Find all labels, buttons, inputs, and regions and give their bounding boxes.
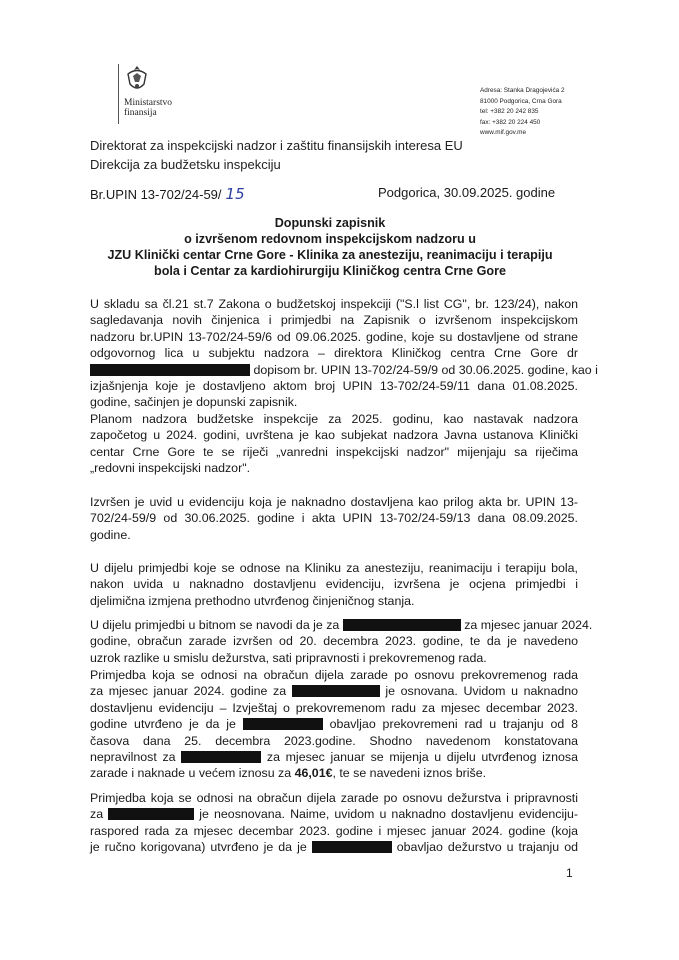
text-line: sagledavanja novih činjenica i primjedbi na Zapisnik o izvršenom inspekcijskom — [90, 313, 578, 328]
text-line: dostavljenu evidenciju – Izvještaj o prekovremenom radu za mjesec decembar 2023. — [90, 700, 578, 715]
address-block — [480, 86, 565, 139]
title-line: bola i Centar za kardiohirurgiju Kliničkog centra Crne Gore — [154, 264, 506, 278]
address-line: www.mif.gov.me — [480, 129, 527, 136]
redaction-bar — [343, 619, 461, 631]
text-line: godine, sačinjen je dopunski zapisnik. — [90, 395, 298, 410]
redaction-bar — [90, 364, 250, 376]
paragraph-3 — [90, 494, 578, 543]
coat-of-arms-icon — [124, 64, 150, 94]
text-segment: za — [90, 807, 104, 822]
amount-value: 46,01€ — [294, 766, 333, 781]
text-segment: je ručno korigovana) utvrđeno je da je — [90, 840, 307, 855]
redaction-bar — [292, 685, 380, 697]
text-line: odgovornog lica u subjektu nadzora – direktora Kliničkog centra Crne Gore dr — [90, 346, 578, 361]
text-line: nadzoru br.UPIN 13-702/24-59/6 od 09.06.2025. godine, koje su dostavljene od strane — [90, 329, 578, 344]
text-segment: dopisom br. UPIN 13-702/24-59/9 od 30.06.2025. godine, kao i — [253, 362, 598, 377]
text-segment: za mjesec januar 2024. godine za — [90, 684, 287, 699]
address-line: 81000 Podgorica, Crna Gora — [480, 97, 562, 105]
logo-divider — [118, 64, 119, 124]
paragraph-2 — [90, 411, 578, 477]
paragraph-4 — [90, 560, 578, 609]
text-line: U skladu sa čl.21 st.7 Zakona o budžetskoj inspekciji ("S.l list CG", br. 123/24), nakon — [90, 297, 578, 311]
text-segment: zarade i naknade u većem iznosu za — [90, 766, 292, 781]
text-segment: je osnovana. Uvidom u naknadno — [385, 684, 579, 699]
redaction-bar — [181, 751, 261, 763]
title-line: Dopunski zapisnik — [274, 216, 386, 230]
text-line: Primjedba koja se odnosi na obračun dijela zarade po osnovu prekovremenog rada — [90, 668, 578, 682]
text-line: započetog u 2024. godini, uvrštena je kao subjekat nadzora Javna ustanova Klinički — [90, 428, 578, 443]
address-line: Adresa: Stanka Dragojevića 2 — [480, 87, 565, 94]
text-line: 702/24-59/9 od 30.06.2025. godine i akta UPIN 13-702/24-59/13 dana 08.09.2025. — [90, 511, 578, 526]
ministry-logo — [118, 64, 188, 118]
text-line: nakon uvida u naknadno dostavljenu evidenciju, izvršena je ocjena primjedbi i — [90, 577, 578, 592]
text-line — [90, 716, 578, 732]
text-line: centar Crne Gore te se riječi „vanredni inspekcijski nadzor" mijenjaju sa riječima — [90, 444, 578, 459]
text-line — [90, 749, 578, 765]
text-segment: obavljao dežurstvo u trajanju od — [396, 840, 578, 855]
text-line: izjašnjenja koje je dostavljeno aktom broj UPIN 13-702/24-59/11 dana 01.08.2025. — [90, 378, 578, 393]
title-line: o izvršenom redovnom inspekcijskom nadzoru u — [184, 232, 476, 246]
title-line: JZU Klinički centar Crne Gore - Klinika za anesteziju, reanimaciju i terapiju — [107, 248, 553, 262]
text-line: „redovni inspekcijski nadzor". — [90, 461, 251, 476]
paragraph-6 — [90, 667, 578, 782]
division-name: Direkcija za budžetsku inspekciju — [90, 157, 281, 172]
text-segment: , te se navedeni iznos briše. — [332, 766, 487, 781]
reference-number — [90, 185, 245, 203]
text-line: U dijelu primjedbi koje se odnose na Kliniku za anesteziju, reanimaciju i terapiju bola, — [90, 561, 578, 575]
ministry-line-2: finansija — [124, 108, 157, 118]
address-line: fax: +382 20 224 450 — [480, 118, 541, 126]
text-line: časova dana 25. decembra 2023.godine. Shodno navedenom konstatovana — [90, 733, 578, 748]
text-line — [90, 806, 578, 822]
text-line: godine. — [90, 527, 131, 542]
text-line — [90, 617, 593, 633]
reference-number-text: Br.UPIN 13-702/24-59/ — [90, 187, 222, 202]
paragraph-1 — [90, 296, 598, 411]
text-line: Planom nadzora budžetske inspekcije za 2025. godinu, kao nastavak nadzora — [90, 412, 578, 426]
address-line: tel: +382 20 242 835 — [480, 108, 539, 115]
text-segment: U dijelu primjedbi u bitnom se navodi da je za — [90, 618, 340, 632]
text-segment: godine utvrđeno je da je — [90, 717, 236, 732]
text-line: djelimična izmjena prethodno utvrđenog činjeničnog stanja. — [90, 593, 415, 608]
paragraph-7 — [90, 790, 578, 856]
text-line: godine, obračun zarade izvršen od 20. decembra 2023. godine, te da je navedeno — [90, 634, 578, 649]
directorate-name: Direktorat za inspekcijski nadzor i zaštitu finansijskih interesa EU — [90, 138, 463, 153]
reference-handwritten: 15 — [225, 185, 245, 203]
text-line: uzrok razlike u smislu dežurstva, sati pripravnosti i prekovremenog rada. — [90, 650, 487, 665]
text-line: Primjedba koja se odnosi na obračun dijela zarade po osnovu dežurstva i pripravnosti — [90, 791, 578, 805]
text-line — [90, 683, 578, 699]
text-line: raspored rada za mjesec decembar 2023. godine i mjesec januar 2024. godine (koja — [90, 823, 578, 838]
ministry-name — [124, 98, 172, 118]
redaction-bar — [108, 808, 194, 820]
text-line — [90, 839, 578, 855]
text-segment: je neosnovana. Naime, uvidom u naknadno dostavljenu evidenciju- — [199, 807, 578, 822]
text-segment: nepravilnost za — [90, 749, 176, 764]
text-line — [90, 765, 578, 781]
text-line: Izvršen je uvid u evidenciju koja je naknadno dostavljena kao prilog akta br. UPIN 13- — [90, 495, 578, 509]
ministry-line-1: Ministarstvo — [124, 98, 173, 108]
page-number: 1 — [566, 866, 573, 880]
text-segment: obavljao prekovremeni rad u trajanju od 8 — [329, 717, 578, 732]
redaction-bar — [312, 841, 392, 853]
text-segment: za mjesec januar se mijenja u dijelu utvrđenog iznosa — [266, 749, 578, 764]
paragraph-5 — [90, 617, 593, 666]
text-segment: za mjesec januar 2024. — [464, 618, 593, 632]
place-date: Podgorica, 30.09.2025. godine — [378, 185, 556, 200]
redaction-bar — [243, 718, 323, 730]
text-line — [90, 362, 598, 378]
